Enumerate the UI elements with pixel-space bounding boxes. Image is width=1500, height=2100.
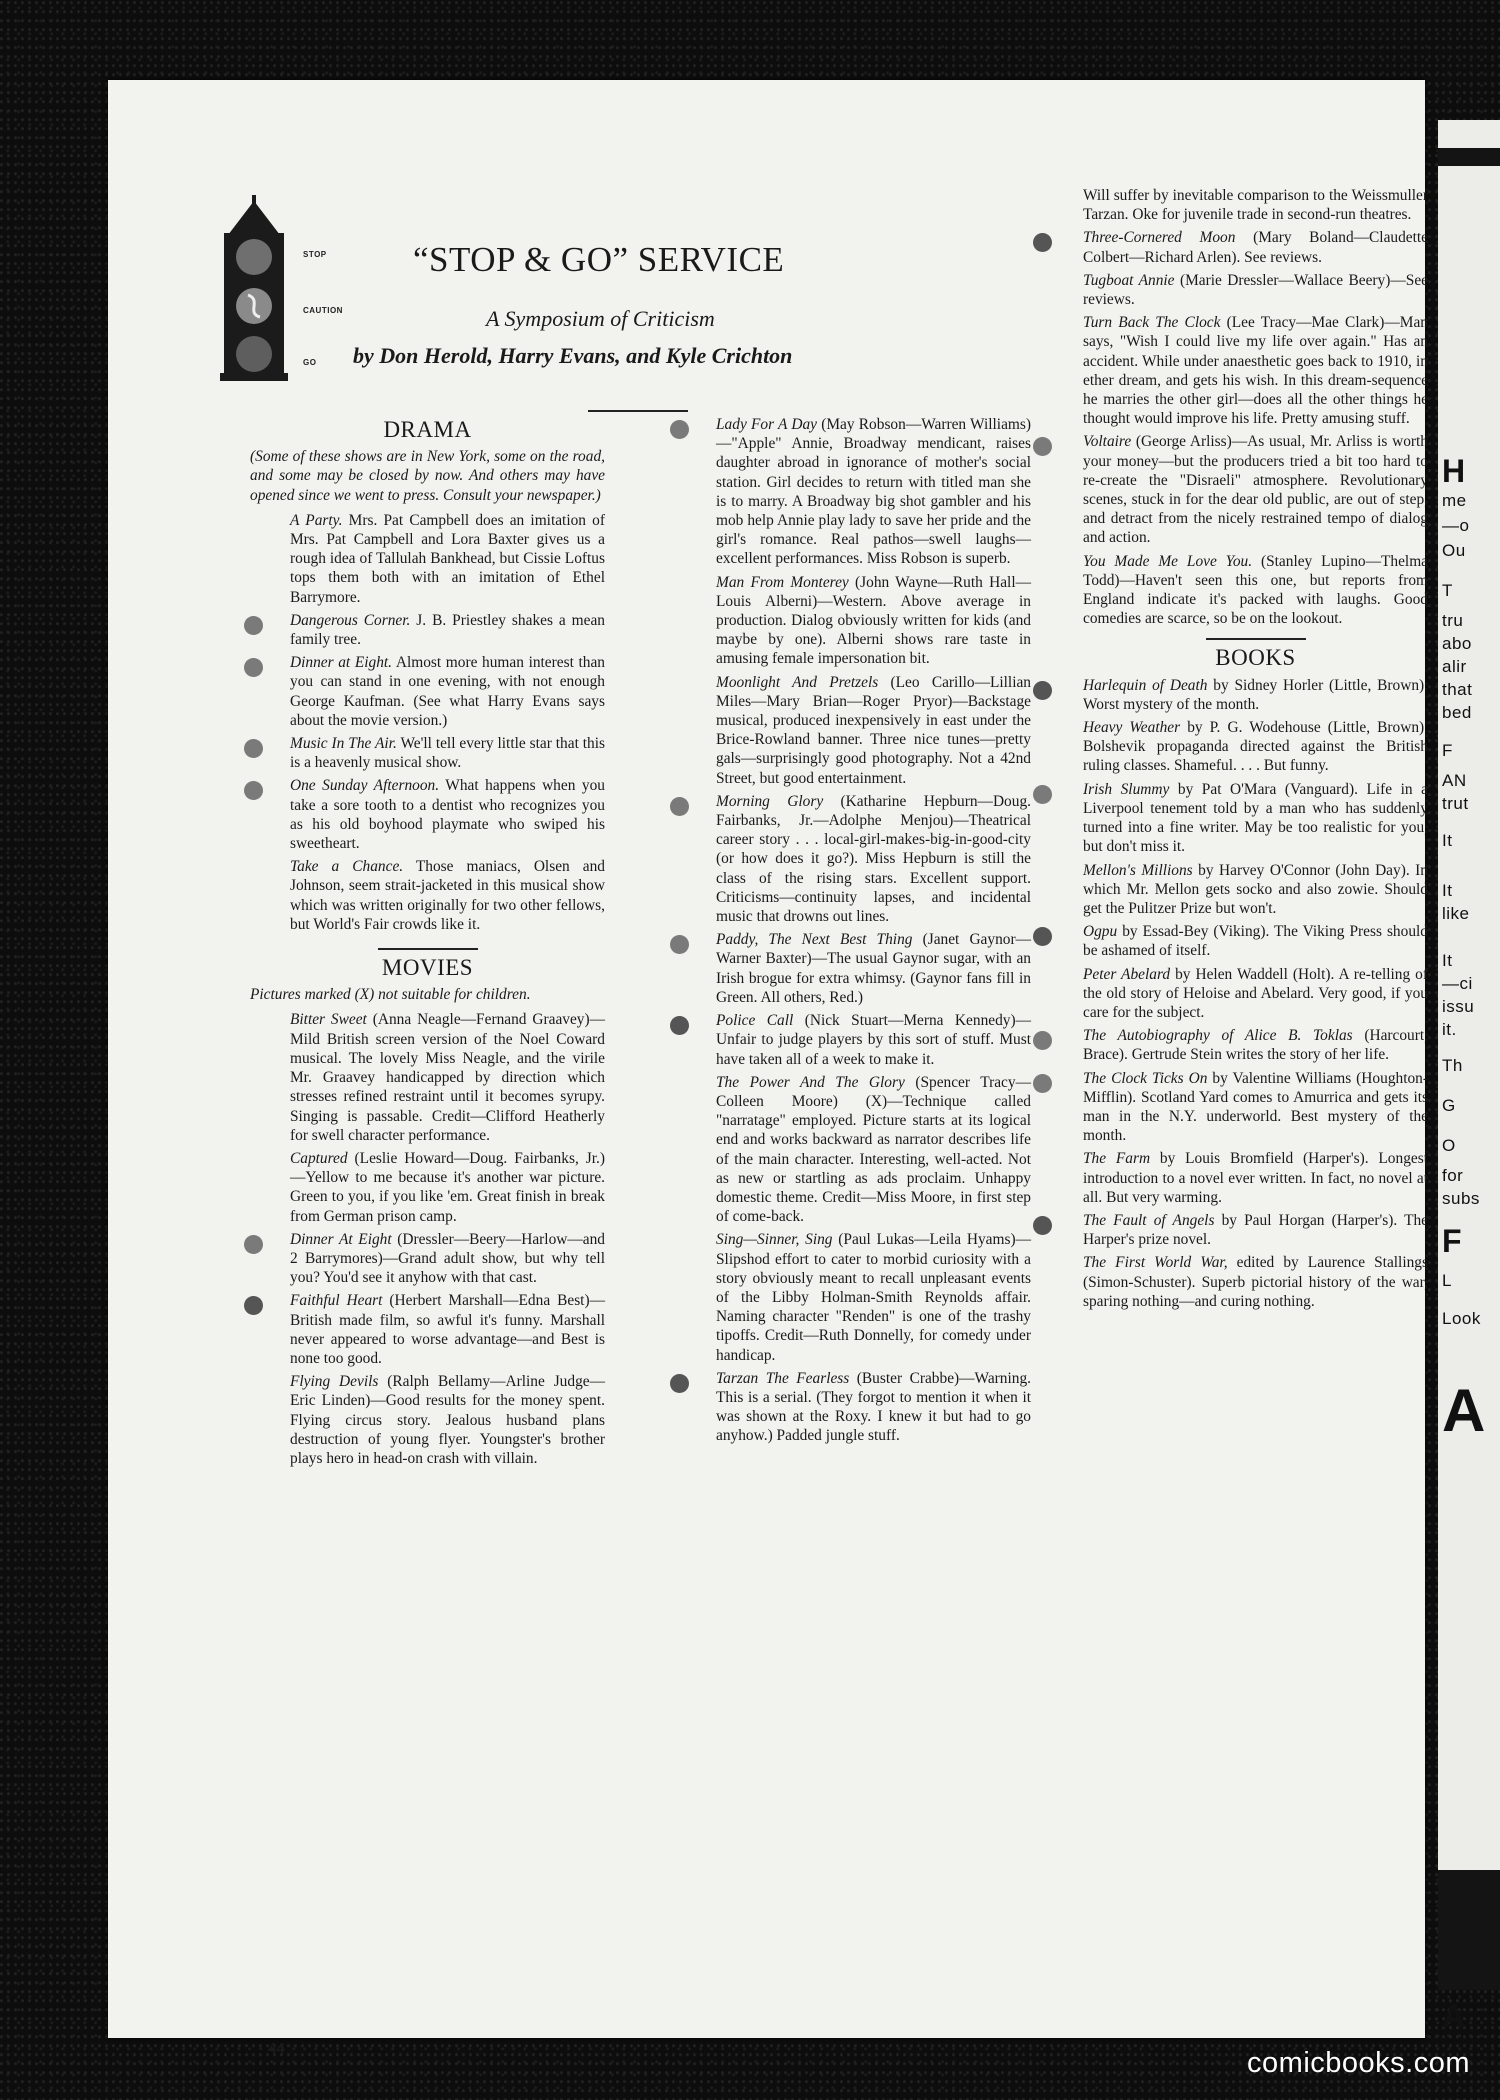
adjacent-page-fragment: Look — [1442, 1309, 1481, 1328]
review-text: Mrs. Pat Campbell does an imitation of Mrs. Pat Campbell and Lora Baxter gives us a rough idea of Tallulah Bankhead, but Cissie Loftus tops them both with an imitation of Ethel Barrymore. — [290, 511, 605, 606]
stop-rating-dot — [244, 1296, 263, 1315]
review-entry — [250, 611, 605, 649]
review-entry — [1083, 780, 1428, 857]
review-entry — [676, 930, 1031, 1007]
movies-note: Pictures marked (X) not suitable for children. — [250, 986, 531, 1004]
caution-rating-dot — [244, 781, 263, 800]
stop-rating-dot — [670, 1374, 689, 1393]
stop-rating-dot — [670, 1016, 689, 1035]
movies-list-col3 — [1083, 228, 1428, 628]
stop-label: STOP — [303, 250, 327, 259]
review-entry — [1083, 1211, 1428, 1249]
review-title: Flying Devils — [290, 1373, 379, 1391]
review-title: Tugboat Annie — [1083, 271, 1175, 289]
drama-heading: DRAMA — [383, 417, 472, 442]
adjacent-page-fragment: subs — [1442, 1189, 1480, 1208]
review-entry — [676, 792, 1031, 926]
review-text: (Mary Boland—Claudette Colbert—Richard Arlen). See reviews. — [1083, 229, 1429, 266]
review-title: Morning Glory — [716, 792, 824, 810]
review-text: (Dressler—Beery—Harlow—and 2 Barrymores)—Grand adult show, but why tell you? You'd see it anyhow with that cast. — [290, 1230, 605, 1287]
review-entry — [250, 653, 605, 730]
traffic-light-icon — [218, 195, 290, 383]
review-entry — [676, 573, 1031, 669]
books-heading: BOOKS — [1083, 638, 1428, 667]
review-text: by Valentine Williams (Houghton-Mifflin). Scotland Yard comes to Amurrica and gets its man in the N.Y. underworld. Best mystery of the month. — [1083, 1069, 1428, 1145]
adjacent-page-fragment: trut — [1442, 794, 1469, 813]
review-entry — [250, 857, 605, 934]
review-title: Take a Chance. — [290, 858, 404, 876]
magazine-page — [108, 80, 1429, 2057]
review-text: What happens when you take a sore tooth to a dentist who recognizes you as his old boyhood playmate who swiped his sweetheart. — [290, 777, 605, 853]
review-title: The First World War, — [1083, 1254, 1228, 1272]
review-text: (May Robson—Warren Williams)—"Apple" Annie, Broadway mendicant, raises daughter abroad in ignorance of mother's social station. Girl decides to return with titled man she is to marry. A Broadway big shot gambler and his mob help Annie play lady to save her pride and the girl's romance. Real pathos—swell laughs—excellent performances. Miss Robson is superb. — [716, 416, 1031, 568]
review-text: by Louis Bromfield (Harper's). Longest introduction to a novel ever written. In fact, no novel at all. But very warming. — [1083, 1150, 1428, 1206]
review-title: Bitter Sweet — [290, 1011, 367, 1029]
review-entry — [1083, 718, 1428, 776]
review-text: (Buster Crabbe)—Warning. This is a serial. (They forgot to mention it when it was shown at the Roxy. I knew it but had to go anyhow.) Padded jungle stuff. — [716, 1369, 1032, 1445]
drama-note: (Some of these shows are in New York, some on the road, and some may be closed by now. And others may have opened since we went to press. Consult your newspaper.) — [250, 448, 605, 504]
review-text: (Harcourt, Brace). Gertrude Stein writes the story of her life. — [1083, 1027, 1429, 1064]
column-2 — [676, 415, 1031, 1450]
adjacent-page-fragment: T — [1442, 581, 1453, 600]
review-text: edited by Laurence Stallings (Simon-Schuster). Superb pictorial history of the war, sparing nothing—and curing nothing. — [1083, 1254, 1428, 1310]
review-entry — [1083, 313, 1428, 428]
review-title: Paddy, The Next Best Thing — [716, 931, 913, 949]
review-entry — [676, 1369, 1031, 1446]
review-entry — [1083, 432, 1428, 547]
review-entry — [1083, 922, 1428, 960]
review-text: by Sidney Horler (Little, Brown). Worst mystery of the month. — [1083, 676, 1428, 713]
review-title: Sing—Sinner, Sing — [716, 1231, 833, 1249]
review-entry — [1083, 552, 1428, 629]
movie-entry-continuation: Will suffer by inevitable comparison to the Weissmuller Tarzan. Oke for juvenile trade in second-run theatres. — [1083, 187, 1428, 224]
article-subtitle: A Symposium of Criticism — [486, 306, 715, 331]
review-entry — [250, 1149, 605, 1226]
review-text: (Anna Neagle—Fernand Graavey)—Mild British screen version of the Noel Coward musical. The lovely Miss Neagle, and the virile Mr. Graavey handicapped by direction which stresses refined restraint until it becomes syrupy. Singing is passable. Credit—Clifford Heatherly for swell character performance. — [290, 1011, 606, 1144]
caution-rating-dot — [670, 797, 689, 816]
review-title: The Clock Ticks On — [1083, 1069, 1208, 1087]
caution-rating-dot — [670, 935, 689, 954]
review-text: (Leo Carillo—Lillian Miles—Mary Brian—Roger Pryor)—Backstage musical, produced inexpensively in east under the Brice-Rowland banner. Three nice tunes—pretty gals—surprisingly good photography. Not a 42nd Street, but good entertainment. — [716, 673, 1031, 787]
article-byline: by Don Herold, Harry Evans, and Kyle Crichton — [353, 343, 793, 368]
review-entry — [676, 1230, 1031, 1364]
adjacent-page-fragment: that — [1442, 680, 1473, 699]
review-text: by Essad-Bey (Viking). The Viking Press should be ashamed of itself. — [1083, 923, 1428, 960]
review-text: (Ralph Bellamy—Arline Judge—Eric Linden)—Good results for the money spent. Flying circus story. Jealous husband plans destruction of young flyer. Youngster's brother plays hero in head-on crash with villain. — [290, 1373, 605, 1467]
adjacent-page-band — [1438, 148, 1500, 166]
adjacent-page-edge — [1438, 120, 1500, 2034]
review-title: A Party. — [290, 511, 343, 529]
review-title: One Sunday Afternoon. — [290, 777, 440, 795]
review-entry — [250, 1291, 605, 1368]
review-text: (Janet Gaynor—Warner Baxter)—The usual Gaynor sugar, with an Irish brogue for extra whimsy. (Gaynor fans fill in Green. All others, Red.) — [716, 931, 1031, 1006]
review-entry — [250, 1372, 605, 1468]
review-entry — [676, 1011, 1031, 1069]
review-entry — [250, 1010, 605, 1144]
review-title: Irish Slummy — [1083, 780, 1170, 798]
adjacent-page-fragment: A — [1442, 1998, 1466, 2034]
adjacent-page-fragment: A — [1442, 1377, 1486, 1444]
adjacent-page-fragment: L — [1442, 1271, 1452, 1290]
review-text: Those maniacs, Olsen and Johnson, seem strait-jacketed in this musical show which was written originally for two other fellows, but World's Fair crowds like it. — [290, 858, 605, 933]
review-text: (Stanley Lupino—Thelma Todd)—Haven't seen this one, but reports from England indicate it's packed with laughs. Good comedies are scarce, so be on the lookout. — [1083, 552, 1428, 628]
review-entry — [676, 673, 1031, 788]
review-title: The Farm — [1083, 1150, 1151, 1168]
adjacent-page-fragment: It — [1442, 951, 1453, 970]
adjacent-page-fragment: issu — [1442, 997, 1475, 1016]
review-title: Dinner At Eight — [290, 1230, 392, 1248]
review-entry — [250, 1230, 605, 1288]
review-title: Dinner at Eight. — [290, 654, 393, 672]
review-title: Heavy Weather — [1083, 719, 1181, 737]
review-entry — [1083, 1253, 1428, 1311]
review-title: The Autobiography of Alice B. Toklas — [1083, 1027, 1353, 1045]
stop-rating-dot — [1033, 1216, 1052, 1235]
adjacent-page-fragment: It — [1442, 881, 1453, 900]
adjacent-page-fragment: me — [1442, 491, 1467, 510]
page-number: 44 — [268, 2040, 285, 2057]
adjacent-page-fragment: —o — [1442, 516, 1470, 535]
review-entry — [1083, 676, 1428, 714]
review-title: Police Call — [716, 1012, 794, 1030]
stop-rating-dot — [1033, 681, 1052, 700]
review-entry — [250, 776, 605, 853]
review-title: Mellon's Millions — [1083, 861, 1193, 879]
caution-rating-dot — [244, 1235, 263, 1254]
review-text: by Paul Horgan (Harper's). The Harper's prize novel. — [1083, 1211, 1428, 1249]
review-text: (Katharine Hepburn—Doug. Fairbanks, Jr.—Adolphe Menjou)—Theatrical career story . . . local-girl-makes-big-in-good-city (or how does it go?). Miss Hepburn is still the class of the rising stars. Excellent support. Criticisms—continuity lapses, and incidental music that drowns out lines. — [716, 792, 1031, 926]
review-text: by P. G. Wodehouse (Little, Brown). Bolshevik propaganda directed against the British ruling classes. Shameful. . . . But funny. — [1083, 719, 1428, 775]
movies-heading: MOVIES — [250, 948, 605, 977]
adjacent-page-fragment: tru — [1442, 611, 1464, 630]
review-entry — [676, 415, 1031, 569]
review-text: (Marie Dressler—Wallace Beery)—See reviews. — [1083, 271, 1428, 309]
caution-rating-dot — [1033, 1074, 1052, 1093]
adjacent-page-fragment: like — [1442, 904, 1470, 923]
review-title: Tarzan The Fearless — [716, 1369, 850, 1387]
adjacent-page-fragment: abo — [1442, 634, 1472, 653]
go-label: GO — [303, 358, 317, 367]
review-title: Dangerous Corner. — [290, 611, 411, 629]
review-text: (Herbert Marshall—Edna Best)—British made film, so awful it's funny. Marshall never appeared to worse advantage—and Best is none too good. — [290, 1292, 605, 1367]
review-text: (Paul Lukas—Leila Hyams)—Slipshod effort to cater to morbid curiosity with a story obviously meant to recall unpleasant events of the Libby Holman-Smith Reynolds affair. Naming character "Renden" is one of the trashy tipoffs. Credit—Ruth Donnelly, for comedy under handicap. — [716, 1231, 1031, 1364]
review-text: J. B. Priestley shakes a mean family tree. — [290, 611, 605, 649]
adjacent-page-fragment: it. — [1442, 1020, 1457, 1039]
review-text: (George Arliss)—As usual, Mr. Arliss is worth your money—but the producers tried a bit too hard to re-create the "Disraeli" atmosphere. Revolutionary scenes, stuck in for the dear old public, are out of step, and detract from the nicely restrained tempo of dialog and action. — [1083, 433, 1428, 547]
adjacent-page-fragment: F — [1442, 1223, 1463, 1259]
adjacent-page-fragment: O — [1442, 1136, 1456, 1155]
column-1 — [250, 410, 605, 1472]
adjacent-page-fragment: Th — [1442, 1056, 1463, 1075]
review-title: Man From Monterey — [716, 573, 849, 591]
caution-label: CAUTION — [303, 306, 343, 315]
caution-rating-dot — [670, 420, 689, 439]
review-title: Music In The Air. — [290, 735, 397, 753]
review-title: Voltaire — [1083, 433, 1132, 451]
caution-rating-dot — [244, 739, 263, 758]
adjacent-page-fragment: It — [1442, 831, 1453, 850]
review-title: Captured — [290, 1149, 348, 1167]
review-title: You Made Me Love You. — [1083, 552, 1253, 570]
review-text: by Helen Waddell (Holt). A re-telling of the old story of Heloise and Abelard. Very good, if you care for the subject. — [1083, 965, 1428, 1021]
adjacent-page-fragment: Ou — [1442, 541, 1466, 560]
adjacent-page-fragment: bed — [1442, 703, 1472, 722]
review-text: We'll tell every little star that this is a heavenly musical show. — [290, 735, 605, 772]
review-title: Turn Back The Clock — [1083, 314, 1221, 332]
caution-rating-dot — [1033, 437, 1052, 456]
review-text: (Lee Tracy—Mae Clark)—Man says, "Wish I could live my life over again." Has an accident. While under anaesthetic goes back to 1910, in ether dream, and gets his wish. In this dream-sequence he marries the other girl—does all the other things he thought would improve his life. Pretty amusing stuff. — [1083, 314, 1428, 428]
review-title: Peter Abelard — [1083, 965, 1171, 983]
review-text: (Spencer Tracy—Colleen Moore) (X)—Technique called "narratage" employed. Picture starts at its logical end and works backward as narrator describes life of the main character. Interesting, well-acted. Not as new or startling as ads proclaim. Unhappy domestic theme. Credit—Miss Moore, in first step of come-back. — [716, 1073, 1031, 1226]
adjacent-page-fragment: F — [1442, 741, 1453, 760]
review-entry — [250, 734, 605, 772]
review-entry — [1083, 1069, 1428, 1146]
review-entry — [1083, 271, 1428, 309]
review-text: (John Wayne—Ruth Hall—Louis Alberni)—Western. Above average in production. Dialog obviously written for kids (and maybe by one). Alberni shows rare taste in amusing female impersonation bit. — [716, 573, 1031, 668]
review-entry — [1083, 228, 1428, 266]
review-text: (Nick Stuart—Merna Kennedy)—Unfair to judge players by this sort of stuff. Must have taken all of a week to make it. — [716, 1012, 1032, 1068]
adjacent-page-fragment: G — [1442, 1096, 1456, 1115]
review-title: Three-Cornered Moon — [1083, 229, 1236, 247]
review-text: by Harvey O'Connor (John Day). In which Mr. Mellon gets socko and also zowie. Should get the Pulitzer Prize but won't. — [1083, 861, 1428, 917]
adjacent-page-band — [1438, 1870, 1500, 1990]
review-entry — [676, 1073, 1031, 1227]
movies-list-col2 — [676, 415, 1031, 1446]
books-list — [1083, 676, 1428, 1311]
review-entry — [1083, 1149, 1428, 1207]
review-text: by Pat O'Mara (Vanguard). Life in a Liverpool tenement told by a man who has suddenly turned into a fine writer. May be too realistic for you, but don't miss it. — [1083, 780, 1428, 856]
adjacent-page-fragment: AN — [1442, 771, 1467, 790]
caution-rating-dot — [1033, 1031, 1052, 1050]
review-title: The Fault of Angels — [1083, 1211, 1215, 1229]
review-title: Ogpu — [1083, 923, 1118, 941]
review-text: Almost more human interest than you can stand in one evening, with not enough George Kaufman. (See what Harry Evans says about the movie version.) — [290, 654, 605, 729]
review-title: Harlequin of Death — [1083, 676, 1208, 694]
review-entry — [250, 511, 605, 607]
review-entry — [1083, 965, 1428, 1023]
review-title: Faithful Heart — [290, 1292, 383, 1310]
review-entry — [1083, 861, 1428, 919]
review-title: The Power And The Glory — [716, 1073, 905, 1091]
adjacent-page-fragment: —ci — [1442, 974, 1473, 993]
caution-rating-dot — [244, 658, 263, 677]
review-entry — [1083, 1026, 1428, 1064]
column-3 — [1083, 186, 1428, 1315]
review-title: Lady For A Day — [716, 416, 818, 433]
adjacent-page-fragment: alir — [1442, 657, 1467, 676]
caution-rating-dot — [244, 616, 263, 635]
movies-list-col1 — [250, 1010, 605, 1468]
adjacent-page-fragment: H — [1442, 453, 1466, 489]
watermark: comicbooks.com — [1247, 2047, 1470, 2079]
caution-rating-dot — [1033, 785, 1052, 804]
drama-list — [250, 511, 605, 934]
stop-rating-dot — [1033, 927, 1052, 946]
review-title: Moonlight And Pretzels — [716, 673, 879, 691]
adjacent-page-fragment: for — [1442, 1166, 1464, 1185]
article-title: “STOP & GO” SERVICE — [413, 240, 785, 279]
review-text: (Leslie Howard—Doug. Fairbanks, Jr.)—Yellow to me because it's another war picture. Green to you, if you like 'em. Great finish in break from German prison camp. — [290, 1149, 605, 1225]
